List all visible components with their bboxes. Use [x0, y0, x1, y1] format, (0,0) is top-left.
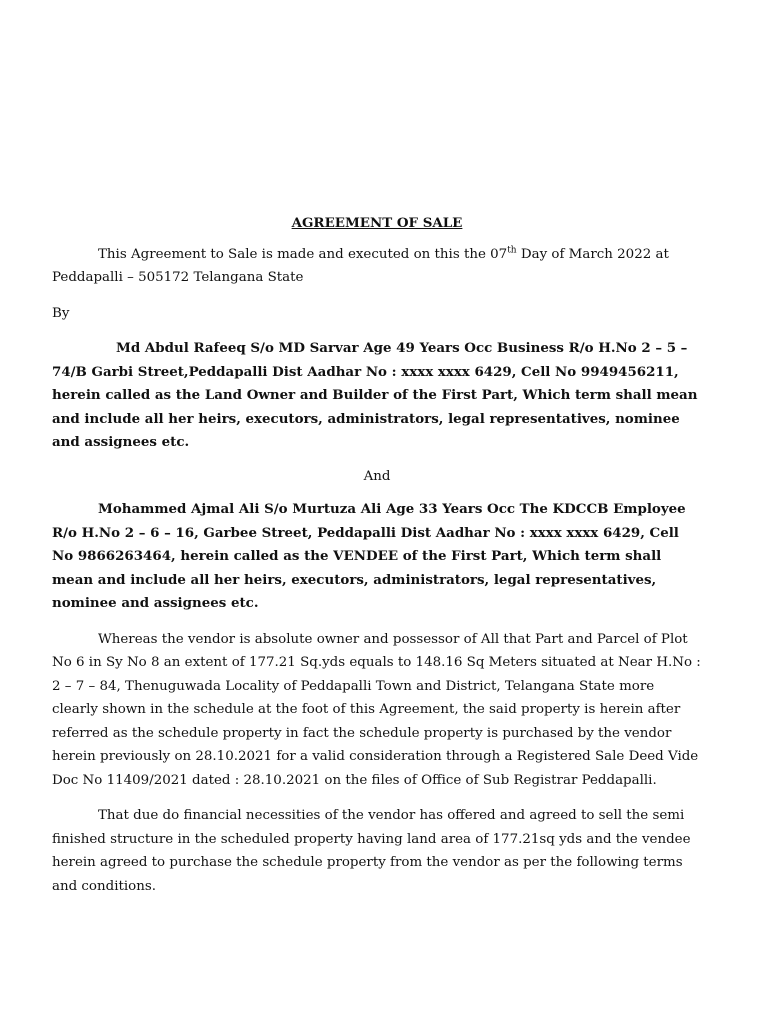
document-title: AGREEMENT OF SALE — [291, 215, 463, 231]
intro-text-end: Day of March 2022 at Peddapalli – 505172 Telangana State — [52, 246, 669, 285]
intro-text-start: This Agreement to Sale is made and executed on this the 07 — [98, 246, 508, 262]
party-two-paragraph: Mohammed Ajmal Ali S/o Murtuza Ali Age 33 Years Occ The KDCCB Employee R/o H.No 2 – 6 – 16, Garbee Street, Peddapalli Dist Aadhar No : xxxx xxxx 6429, Cell No 9866263464, herein called as the VENDEE of the First Part, Which term shall mean and include all her heirs, executors, administrators, legal representatives, nominee and assignees etc. — [52, 501, 686, 611]
agreement-body — [52, 212, 702, 898]
intro-ordinal-suffix: th — [507, 245, 517, 256]
by-label: By — [52, 305, 70, 321]
whereas-paragraph: Whereas the vendor is absolute owner and possessor of All that Part and Parcel of Plot No 6 in Sy No 8 an extent of 177.21 Sq.yds equals to 148.16 Sq Meters situated at Near H.No : 2 – 7 – 84, Thenuguwada Locality of Peddapalli Town and District, Telangana State more clearly shown in the schedule at the foot of this Agreement, the said property is herein after referred as the schedule property in fact the schedule property is purchased by the vendor herein previously on 28.10.2021 for a valid consideration through a Registered Sale Deed Vide Doc No 11409/2021 dated : 28.10.2021 on the files of Office of Sub Registrar Peddapalli. — [52, 631, 701, 788]
party-one-paragraph: Md Abdul Rafeeq S/o MD Sarvar Age 49 Years Occ Business R/o H.No 2 – 5 – 74/B Garbi Street,Peddapalli Dist Aadhar No : xxxx xxxx 6429, Cell No 9949456211, herein called as the Land Owner and Builder of the First Part, Which term shall mean and include all her heirs, executors, administrators, legal representatives, nominee and assignees etc. — [52, 340, 698, 450]
and-label: And — [363, 468, 391, 484]
necessity-paragraph: That due do financial necessities of the vendor has offered and agreed to sell the semi finished structure in the scheduled property having land area of 177.21sq yds and the vendee herein agreed to purchase the schedule property from the vendor as per the following terms and conditions. — [52, 808, 691, 894]
intro-paragraph — [52, 243, 702, 290]
